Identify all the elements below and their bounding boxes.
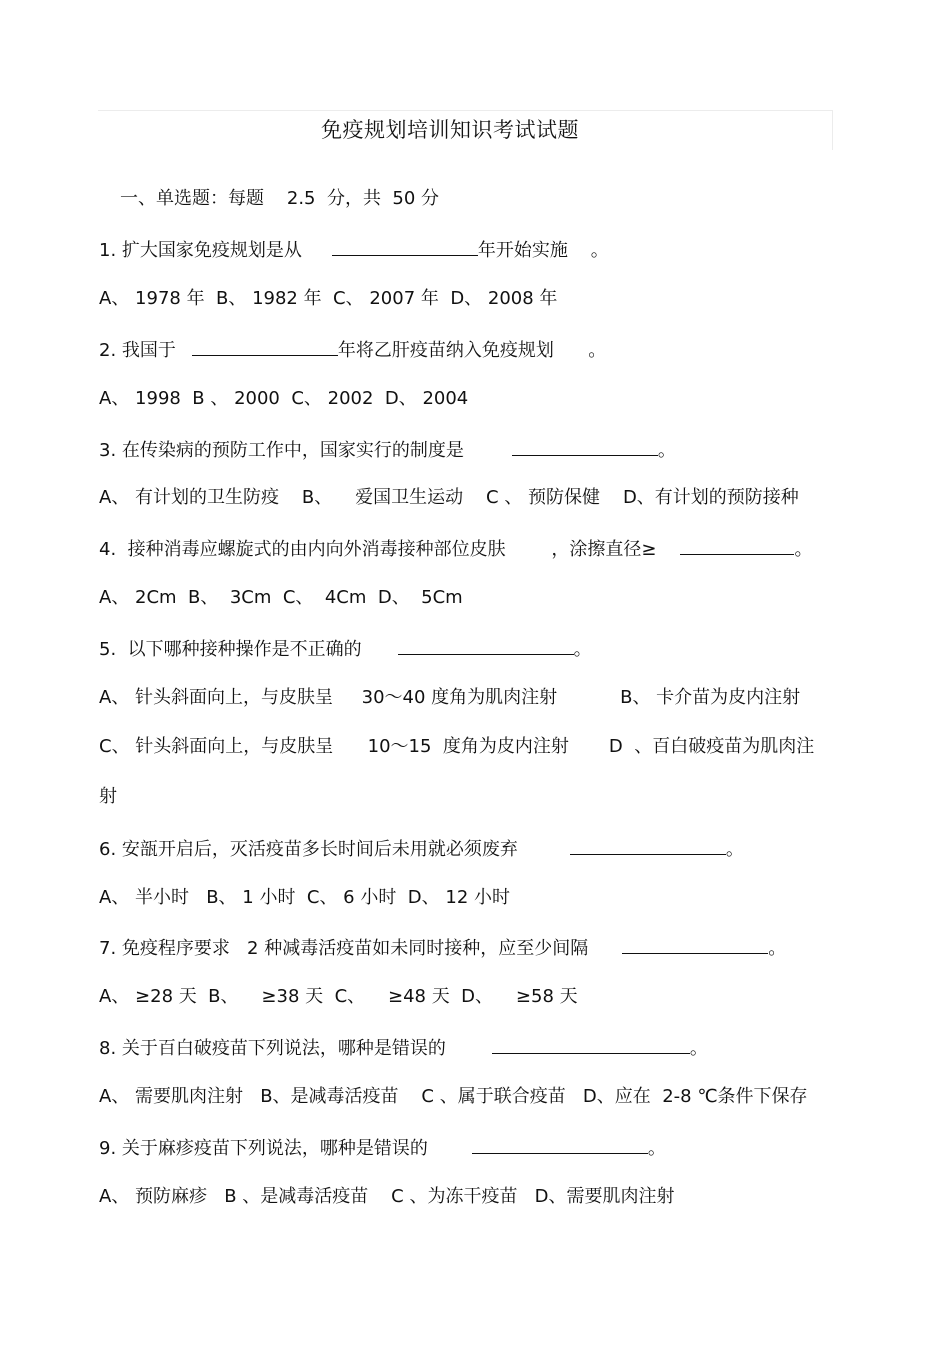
question-stem: 8. 关于百白破疫苗下列说法，哪种是错误的 (99, 1038, 446, 1059)
question-6-options: A、 半小时 B、 1 小时 C、 6 小时 D、 12 小时 (99, 887, 511, 908)
question-stem: 6. 安瓿开启后，灭活疫苗多长时间后未用就必须废弃 (99, 839, 518, 860)
answer-blank (192, 337, 338, 356)
question-stem: 3. 在传染病的预防工作中，国家实行的制度是 (99, 440, 464, 461)
answer-blank (398, 636, 574, 655)
question-stem: 7. 免疫程序要求 2 种减毒活疫苗如未同时接种，应至少间隔 (99, 938, 589, 959)
question-stem: 5. 以下哪种接种操作是不正确的 (99, 639, 362, 660)
question-3-options: A、 有计划的卫生防疫 B、 爱国卫生运动 C 、 预防保健 D、有计划的预防接种 (99, 487, 799, 508)
question-3 (99, 437, 676, 463)
section-heading: 一、单选题：每题 2.5 分，共 50 分 (120, 188, 440, 209)
header-divider (98, 110, 832, 111)
question-2 (99, 337, 606, 363)
question-stem-end: 。 (689, 1038, 708, 1059)
question-5 (99, 636, 592, 662)
question-stem-end: 。 (647, 1138, 666, 1159)
question-stem: 1. 扩大国家免疫规划是从 (99, 240, 302, 261)
answer-blank (680, 536, 794, 555)
question-5-options-continued: C、 针头斜面向上，与皮肤呈 10～15 度角为皮内注射 D 、百白破疫苗为肌肉注 (99, 736, 815, 757)
question-stem-end: 年开始实施 。 (477, 240, 609, 261)
answer-blank (472, 1135, 648, 1154)
question-stem-end: 。 (573, 639, 592, 660)
question-stem-end: 。 (794, 539, 813, 560)
answer-blank (512, 437, 658, 456)
question-2-options: A、 1998 B 、 2000 C、 2002 D、 2004 (99, 388, 469, 409)
answer-blank (332, 237, 478, 256)
question-stem-end: 。 (725, 839, 744, 860)
question-1 (99, 237, 609, 263)
question-5-options: A、 针头斜面向上，与皮肤呈 30～40 度角为肌肉注射 B、 卡介苗为皮内注射 (99, 687, 801, 708)
question-stem-end: 。 (657, 440, 676, 461)
question-stem: 9. 关于麻疹疫苗下列说法，哪种是错误的 (99, 1138, 428, 1159)
question-7 (99, 935, 786, 961)
question-7-options: A、 ≥28 天 B、 ≥38 天 C、 ≥48 天 D、 ≥58 天 (99, 986, 578, 1007)
question-stem: 4. 接种消毒应螺旋式的由内向外消毒接种部位皮肤 ，涂擦直径≥ (99, 539, 657, 560)
question-4 (99, 536, 812, 562)
question-1-options: A、 1978 年 B、 1982 年 C、 2007 年 D、 2008 年 (99, 288, 558, 309)
question-8-options: A、 需要肌肉注射 B、是减毒活疫苗 C 、属于联合疫苗 D、应在 2-8 ℃条件下保存 (99, 1086, 808, 1107)
question-4-options: A、 2Cm B、 3Cm C、 4Cm D、 5Cm (99, 587, 463, 608)
answer-blank (570, 836, 726, 855)
question-9-options: A、 预防麻疹 B 、是减毒活疫苗 C 、为冻干疫苗 D、需要肌肉注射 (99, 1186, 675, 1207)
question-stem-end: 。 (768, 938, 787, 959)
question-6 (99, 836, 744, 862)
question-stem-end: 年将乙肝疫苗纳入免疫规划 。 (337, 340, 607, 361)
page-title: 免疫规划培训知识考试试题 (321, 118, 579, 142)
question-stem: 2. 我国于 (99, 340, 176, 361)
question-9 (99, 1135, 666, 1161)
answer-blank (622, 935, 768, 954)
question-8 (99, 1035, 708, 1061)
question-5-options-wrap: 射 (99, 786, 117, 807)
answer-blank (492, 1035, 690, 1054)
